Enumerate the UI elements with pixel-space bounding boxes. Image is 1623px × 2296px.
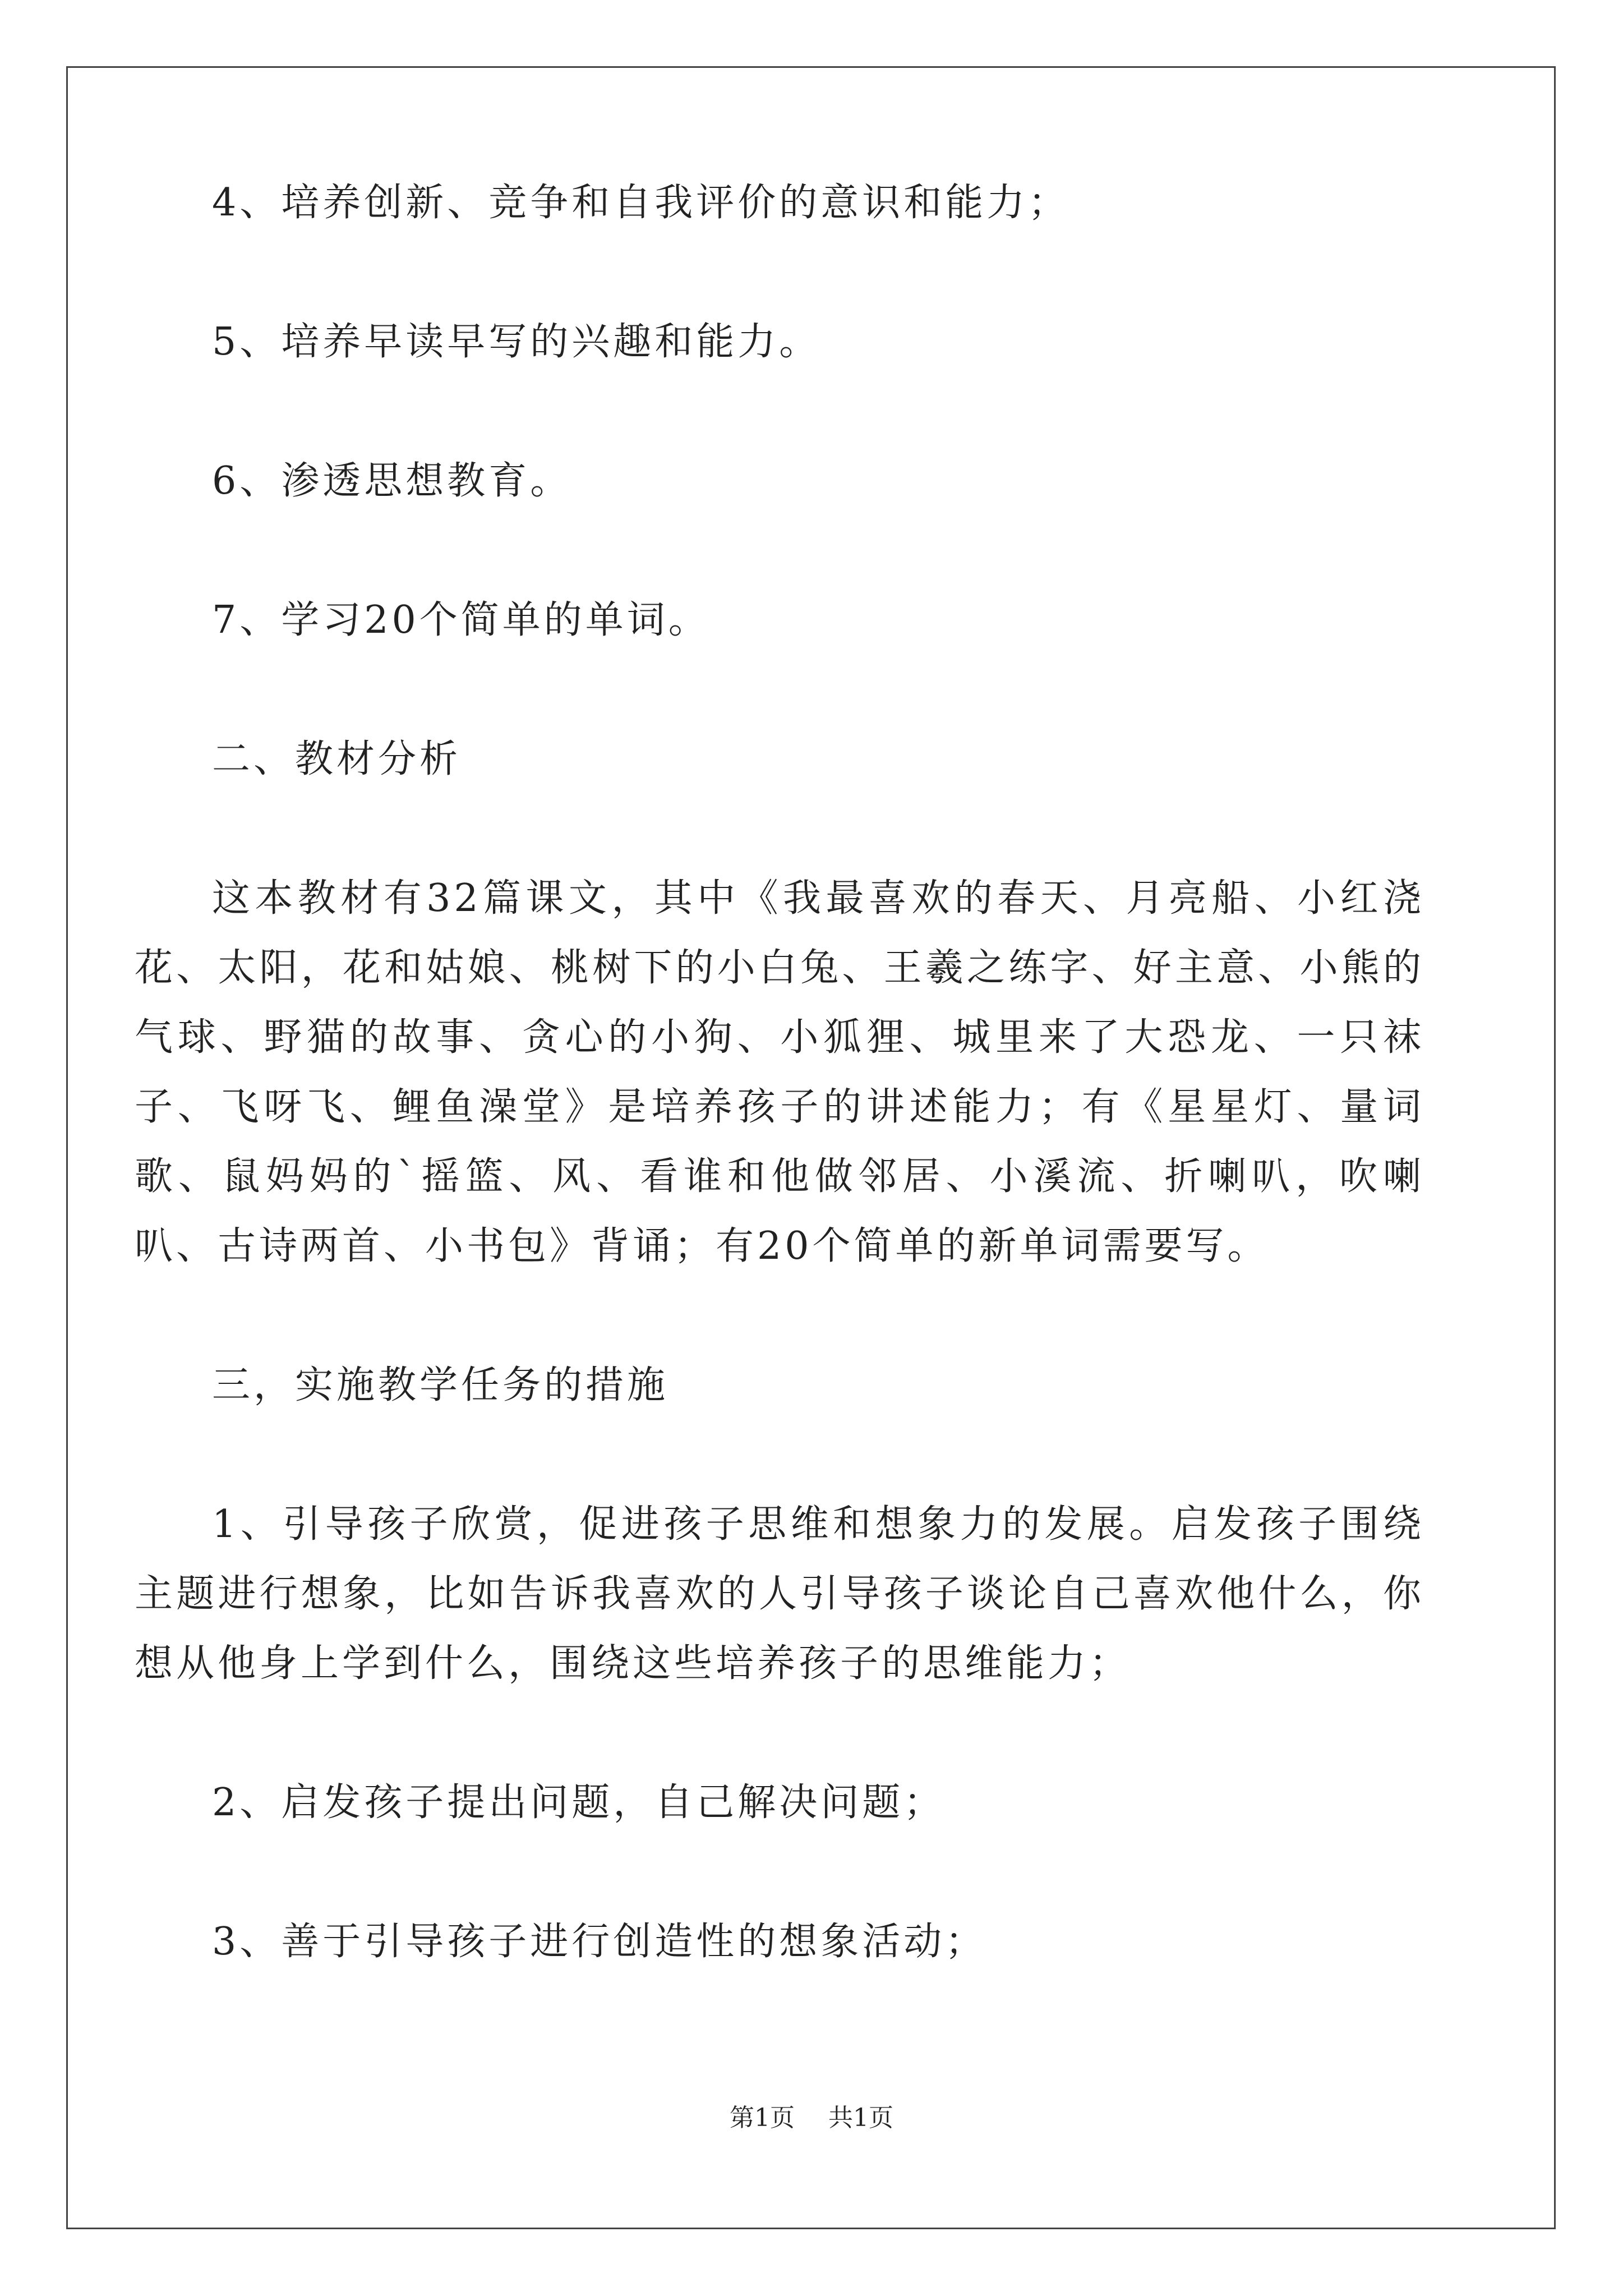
paragraph-measure-1: 1、引导孩子欣赏，促进孩子思维和想象力的发展。启发孩子围绕主题进行想象，比如告诉我喜欢的人引导孩子谈论自己喜欢他什么，你想从他身上学到什么，围绕这些培养孩子的思维能力；	[135, 1502, 1424, 1686]
paragraph-textbook-description: 这本教材有32篇课文，其中《我最喜欢的春天、月亮船、小红浇花、太阳，花和姑娘、桃树下的小白兔、王羲之练字、好主意、小熊的气球、野猫的故事、贪心的小狗、小狐狸、城里来了大恐龙、一只袜子、飞呀飞、鲤鱼澡堂》是培养孩子的讲述能力；有《星星灯、量词歌、鼠妈妈的`摇篮、风、看谁和他做邻居、小溪流、折喇叭，吹喇叭、古诗两首、小书包》背诵；有20个简单的新单词需要写。	[135, 876, 1424, 1268]
section-heading-textbook-analysis: 二、教材分析	[212, 737, 462, 781]
page-total: 共1页	[828, 2104, 893, 2132]
document-body	[135, 168, 1424, 1977]
section-heading-teaching-measures: 三，实施教学任务的措施	[212, 1363, 669, 1407]
page-footer	[0, 2101, 1623, 2135]
paragraph-item-7: 7、学习20个简单的单词。	[212, 598, 710, 642]
paragraph-item-6: 6、渗透思想教育。	[212, 459, 572, 503]
page-number: 第1页	[730, 2104, 795, 2132]
paragraph-item-4: 4、培养创新、竞争和自我评价的意识和能力；	[212, 181, 1070, 225]
paragraph-measure-2: 2、启发孩子提出问题，自己解决问题；	[212, 1780, 946, 1825]
paragraph-item-5: 5、培养早读早写的兴趣和能力。	[212, 320, 821, 364]
paragraph-measure-3: 3、善于引导孩子进行创造性的想象活动；	[212, 1920, 987, 1964]
